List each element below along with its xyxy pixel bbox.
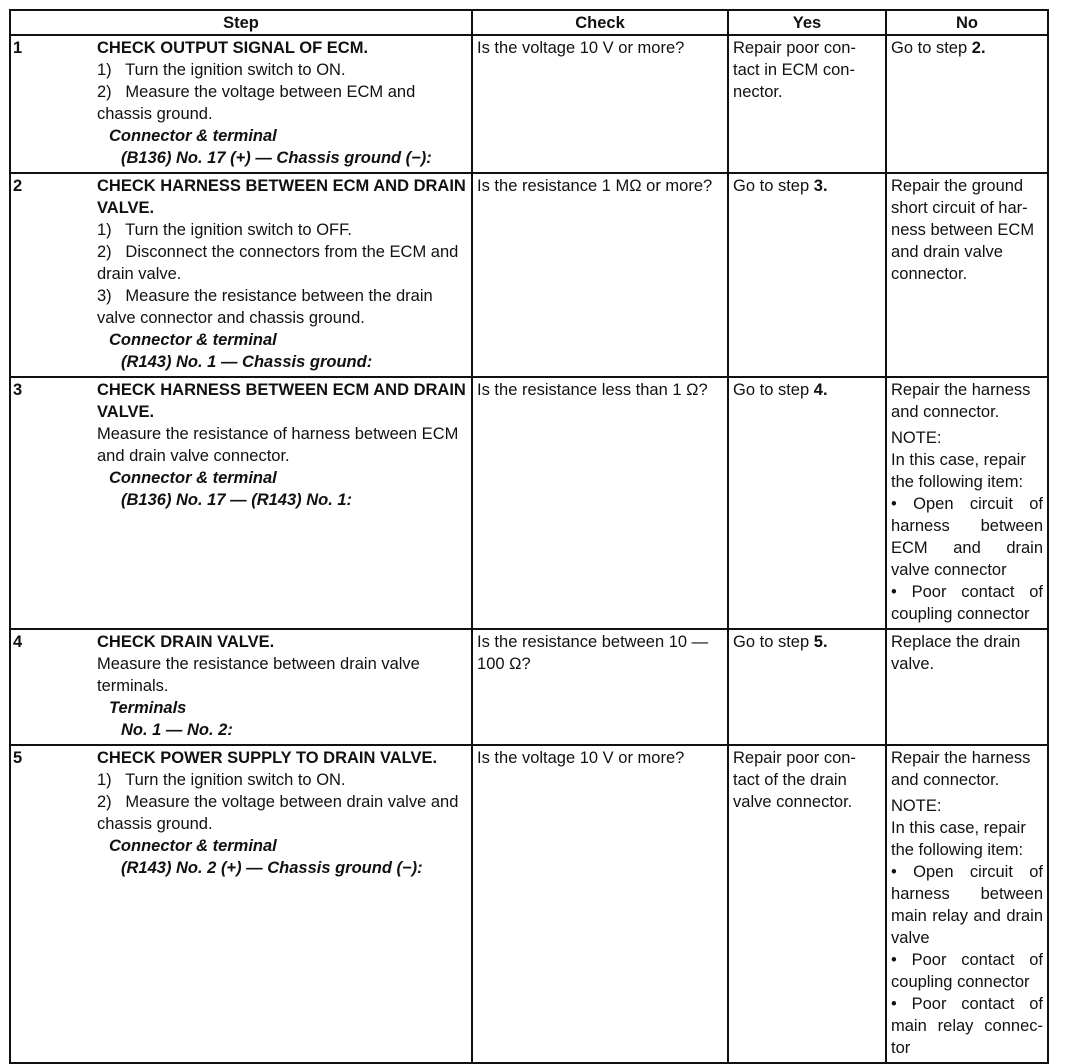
goto-step-tail: .	[980, 39, 986, 57]
note-label: NOTE:	[891, 429, 942, 447]
header-check: Check	[472, 10, 728, 35]
note-label: NOTE:	[891, 797, 942, 815]
no-cell: Replace the drain valve.	[886, 629, 1048, 745]
no-text: Go to step	[891, 39, 968, 57]
goto-step-number: 4	[813, 381, 823, 399]
yes-cell	[728, 629, 886, 745]
diagnostic-table	[9, 9, 1049, 1064]
yes-text: Go to step	[733, 381, 810, 399]
connector-value: (R143) No. 2 (+) — Chassis ground (−):	[121, 859, 423, 877]
table-row	[10, 35, 1048, 173]
step-number: 1	[10, 35, 97, 173]
step-title: CHECK DRAIN VALVE.	[97, 633, 275, 651]
step-line: Measure the resistance of harness between ECM and drain valve connector.	[97, 425, 459, 465]
step-line: 2) Measure the voltage between ECM and chassis ground.	[97, 83, 416, 123]
step-number: 5	[10, 745, 97, 1063]
step-line: 1) Turn the ignition switch to OFF.	[97, 221, 352, 239]
connector-value: (B136) No. 17 — (R143) No. 1:	[121, 491, 353, 509]
step-line: 2) Disconnect the connectors from the ECM and drain valve.	[97, 243, 459, 283]
no-cell: Repair the ground short circuit of har-ness between ECM and drain valve connector.	[886, 173, 1048, 377]
step-line: 1) Turn the ignition switch to ON.	[97, 61, 346, 79]
step-procedure	[97, 35, 472, 173]
header-yes: Yes	[728, 10, 886, 35]
no-cell	[886, 377, 1048, 629]
connector-label: Connector & terminal	[109, 469, 277, 487]
step-procedure	[97, 745, 472, 1063]
connector-label: Connector & terminal	[109, 127, 277, 145]
note-item: • Open circuit of harness between main relay and drain valve	[891, 863, 1044, 947]
yes-cell: Repair poor con-tact in ECM con-nector.	[728, 35, 886, 173]
yes-cell	[728, 377, 886, 629]
step-number: 2	[10, 173, 97, 377]
goto-step-number: 2	[971, 39, 981, 57]
note-item: • Open circuit of harness between ECM and drain valve connector	[891, 495, 1044, 579]
step-procedure	[97, 629, 472, 745]
table-row	[10, 377, 1048, 629]
no-action: Repair the harness and connector.	[891, 749, 1031, 789]
check-cell: Is the resistance less than 1 Ω?	[472, 377, 728, 629]
header-step: Step	[10, 10, 472, 35]
terminals-label: Terminals	[109, 699, 187, 717]
table-row	[10, 629, 1048, 745]
check-cell: Is the voltage 10 V or more?	[472, 35, 728, 173]
header-no: No	[886, 10, 1048, 35]
yes-text: Go to step	[733, 177, 810, 195]
connector-label: Connector & terminal	[109, 331, 277, 349]
step-line: 2) Measure the voltage between drain valve and chassis ground.	[97, 793, 459, 833]
yes-cell	[728, 173, 886, 377]
step-number: 3	[10, 377, 97, 629]
table-row	[10, 745, 1048, 1063]
goto-step-tail: .	[822, 381, 828, 399]
step-line: Measure the resistance between drain valve terminals.	[97, 655, 420, 695]
step-line: 3) Measure the resistance between the drain valve connector and chassis ground.	[97, 287, 433, 327]
no-action: Repair the harness and connector.	[891, 381, 1031, 421]
connector-value: (R143) No. 1 — Chassis ground:	[121, 353, 373, 371]
goto-step-tail: .	[822, 177, 828, 195]
step-title: CHECK HARNESS BETWEEN ECM AND DRAIN VALVE.	[97, 381, 466, 421]
note-item: • Poor contact of coupling connector	[891, 951, 1044, 991]
note-item: • Poor contact of main relay connec-tor	[891, 995, 1044, 1057]
yes-cell: Repair poor con-tact of the drain valve connector.	[728, 745, 886, 1063]
check-cell: Is the resistance 1 MΩ or more?	[472, 173, 728, 377]
table-row	[10, 173, 1048, 377]
terminals-value: No. 1 — No. 2:	[121, 721, 233, 739]
goto-step-number: 5	[813, 633, 823, 651]
check-cell: Is the resistance between 10 — 100 Ω?	[472, 629, 728, 745]
check-cell: Is the voltage 10 V or more?	[472, 745, 728, 1063]
connector-value: (B136) No. 17 (+) — Chassis ground (−):	[121, 149, 432, 167]
note-intro: In this case, repair the following item:	[891, 451, 1026, 491]
connector-label: Connector & terminal	[109, 837, 277, 855]
step-line: 1) Turn the ignition switch to ON.	[97, 771, 346, 789]
no-cell	[886, 35, 1048, 173]
step-title: CHECK OUTPUT SIGNAL OF ECM.	[97, 39, 369, 57]
step-title: CHECK HARNESS BETWEEN ECM AND DRAIN VALVE.	[97, 177, 466, 217]
goto-step-number: 3	[813, 177, 823, 195]
note-intro: In this case, repair the following item:	[891, 819, 1026, 859]
header-row	[10, 10, 1048, 35]
step-procedure	[97, 173, 472, 377]
goto-step-tail: .	[822, 633, 828, 651]
step-procedure	[97, 377, 472, 629]
yes-text: Go to step	[733, 633, 810, 651]
note-item: • Poor contact of coupling connector	[891, 583, 1044, 623]
step-number: 4	[10, 629, 97, 745]
no-cell	[886, 745, 1048, 1063]
step-title: CHECK POWER SUPPLY TO DRAIN VALVE.	[97, 749, 438, 767]
